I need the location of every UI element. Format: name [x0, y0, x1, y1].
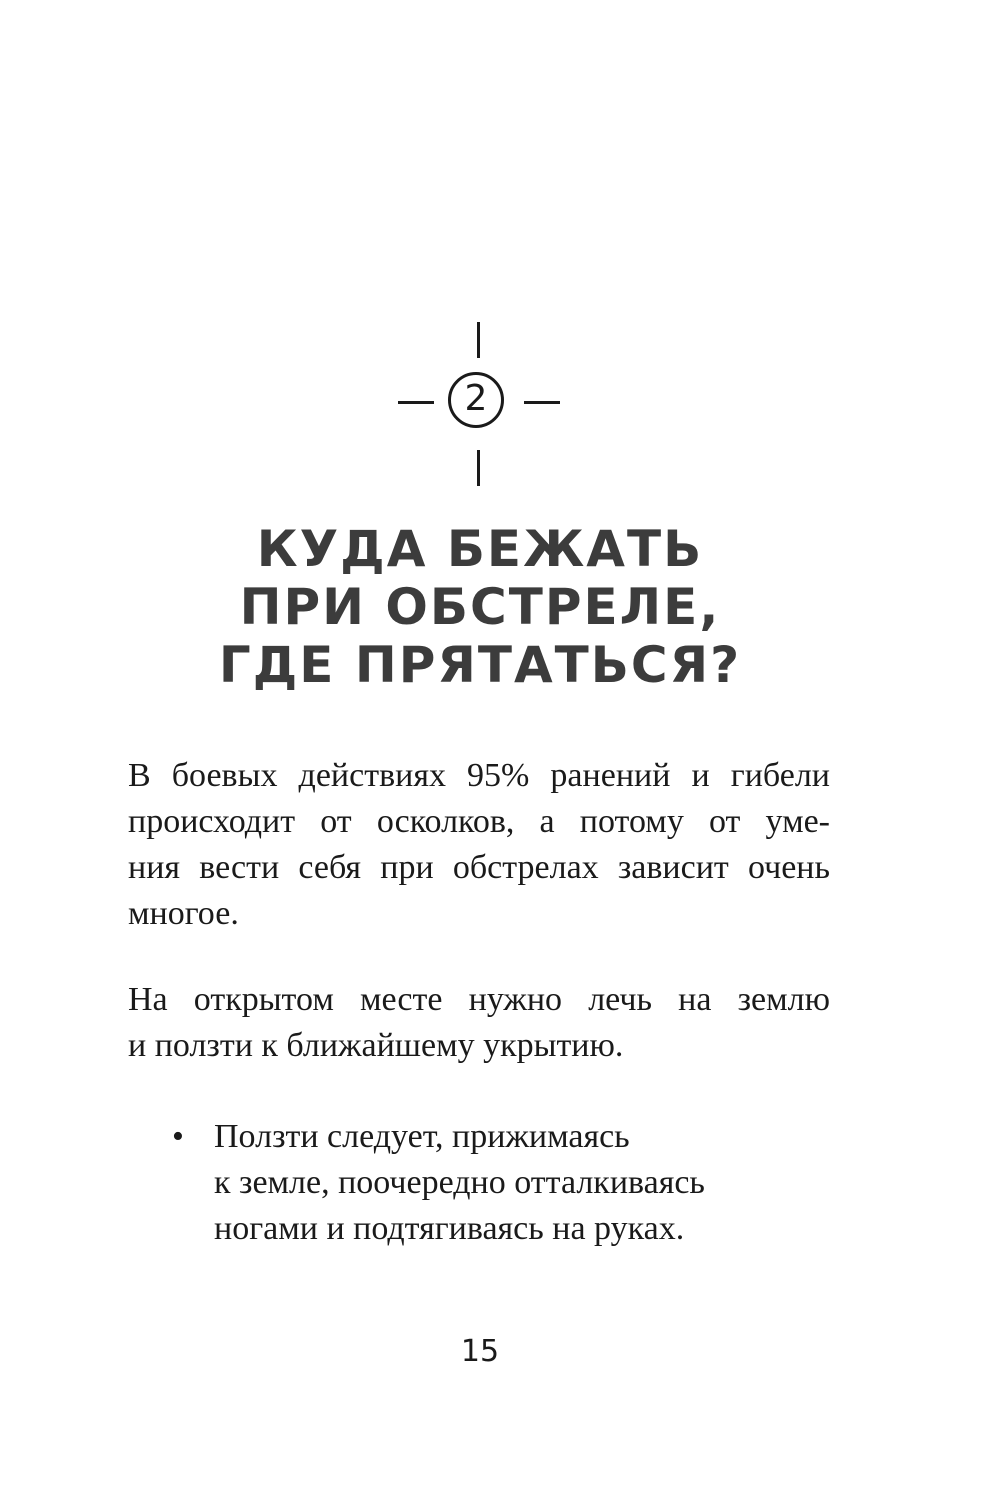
- paragraph-line: На открытом месте нужно лечь на землю: [128, 981, 830, 1018]
- chapter-number: 2: [464, 378, 488, 419]
- list-item-line: Ползти следует, прижимаясь: [214, 1118, 630, 1155]
- crosshair-tick-bottom: [477, 450, 480, 486]
- paragraph: [128, 977, 830, 1069]
- crosshair-tick-top: [477, 322, 480, 358]
- chapter-title-line: КУДА БЕЖАТЬ: [256, 520, 704, 578]
- bullet-list: [128, 1114, 830, 1252]
- chapter-mark: [398, 322, 562, 486]
- bullet-icon: •: [172, 1118, 184, 1155]
- paragraph-line: и ползти к ближайшему укрытию.: [128, 1027, 624, 1064]
- crosshair-tick-right: [524, 401, 560, 404]
- paragraph-line: ния вести себя при обстрелах зависит очень: [128, 849, 830, 886]
- paragraph: [128, 753, 830, 937]
- chapter-title-line: ГДЕ ПРЯТАТЬСЯ?: [218, 636, 742, 694]
- crosshair-tick-left: [398, 401, 434, 404]
- list-item-line: к земле, поочередно отталкиваясь: [214, 1164, 705, 1201]
- list-item: [128, 1114, 830, 1252]
- chapter-title: [100, 520, 860, 694]
- paragraph-line: многое.: [128, 895, 239, 932]
- list-item-line: ногами и подтягиваясь на руках.: [214, 1210, 685, 1247]
- paragraph-line: В боевых действиях 95% ранений и гибели: [128, 757, 830, 794]
- chapter-title-line: ПРИ ОБСТРЕЛЕ,: [239, 578, 721, 636]
- page-number: 15: [460, 1334, 500, 1369]
- paragraph-line: происходит от осколков, а потому от уме-: [128, 803, 830, 840]
